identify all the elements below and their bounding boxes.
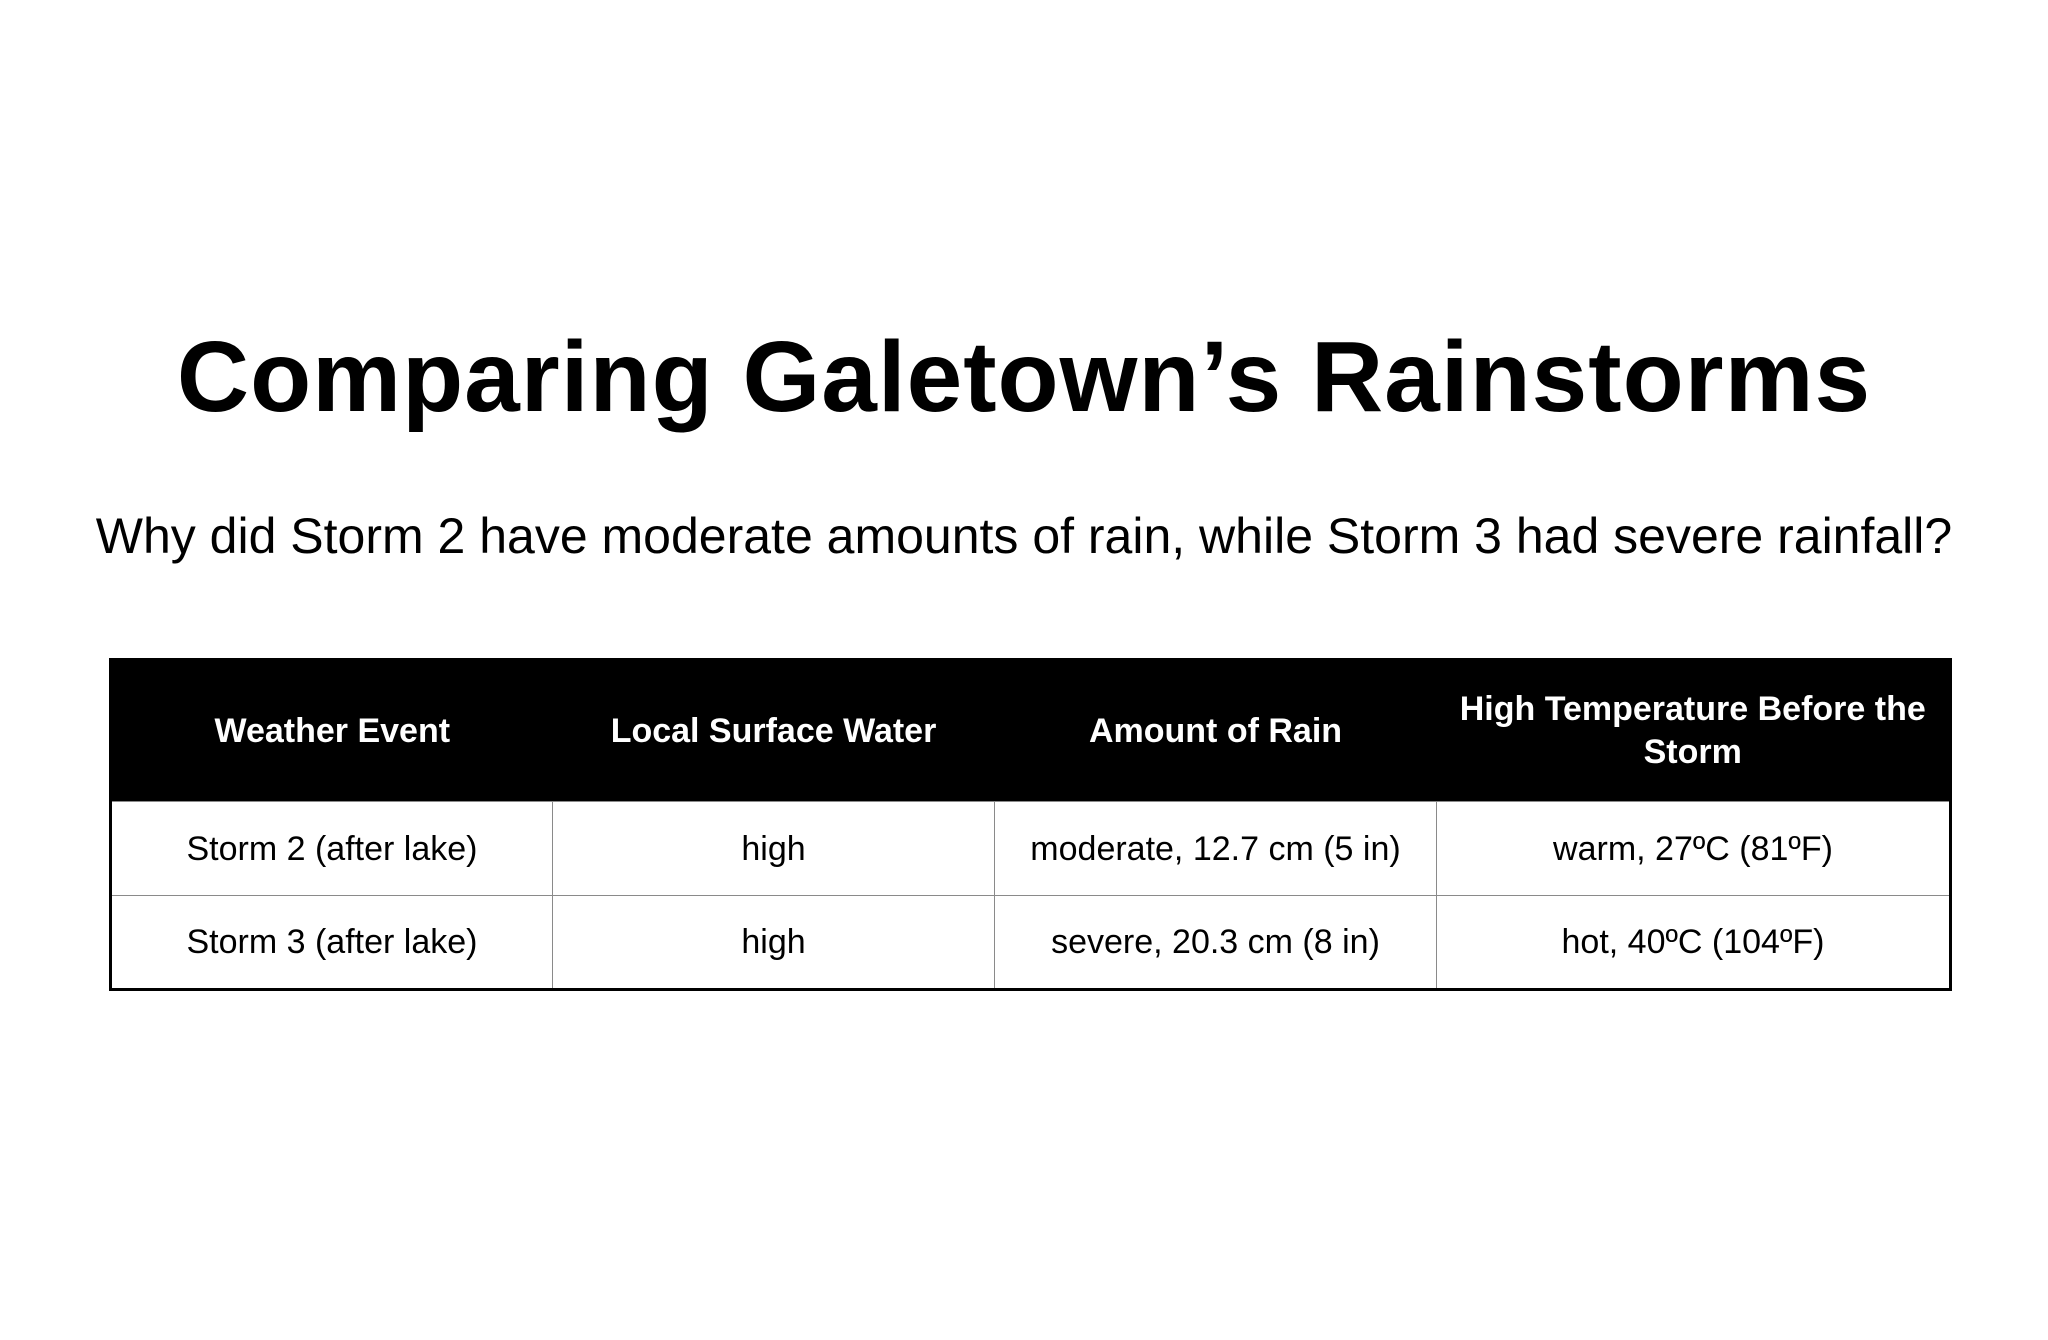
column-header-amount-of-rain: Amount of Rain — [995, 660, 1437, 802]
comparison-table-container — [109, 658, 1949, 991]
table-body — [111, 802, 1951, 990]
table-cell-weather-event: Storm 3 (after lake) — [111, 896, 553, 990]
table-cell-amount-of-rain: moderate, 12.7 cm (5 in) — [995, 802, 1437, 896]
table-cell-local-surface-water: high — [553, 802, 995, 896]
column-header-weather-event: Weather Event — [111, 660, 553, 802]
comparison-table — [109, 658, 1952, 991]
page-title: Comparing Galetown’s Rainstorms — [176, 321, 1872, 433]
page-subtitle: Why did Storm 2 have moderate amounts of rain, while Storm 3 had severe rainfall? — [95, 508, 1953, 564]
table-cell-high-temperature: hot, 40ºC (104ºF) — [1437, 896, 1951, 990]
table-cell-high-temperature: warm, 27ºC (81ºF) — [1437, 802, 1951, 896]
column-header-local-surface-water: Local Surface Water — [553, 660, 995, 802]
table-row — [111, 802, 1951, 896]
table-cell-amount-of-rain: severe, 20.3 cm (8 in) — [995, 896, 1437, 990]
table-cell-local-surface-water: high — [553, 896, 995, 990]
table-header — [111, 660, 1951, 802]
table-cell-weather-event: Storm 2 (after lake) — [111, 802, 553, 896]
table-header-row — [111, 660, 1951, 802]
column-header-high-temperature: High Temperature Before the Storm — [1437, 660, 1951, 802]
table-row — [111, 896, 1951, 990]
